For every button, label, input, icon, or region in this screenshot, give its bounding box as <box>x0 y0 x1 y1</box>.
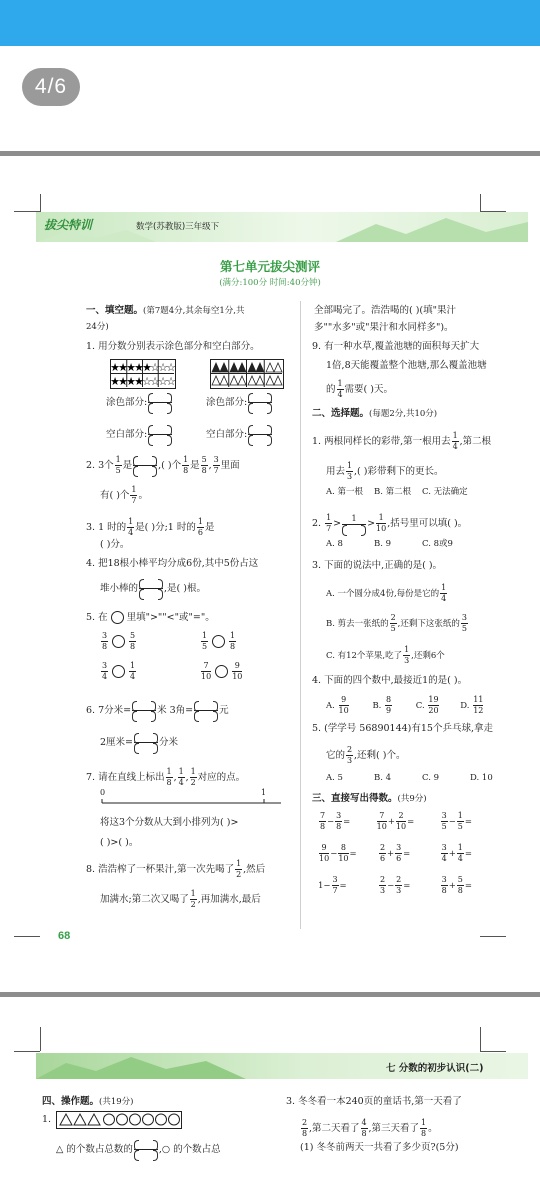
column-divider <box>300 301 301 929</box>
fraction: $\frac{1}{3}$ <box>404 645 410 665</box>
right-column <box>286 997 526 1200</box>
choice-q5-text: 5. (学学号 56890144)有15个乒乓球,拿走 <box>312 723 493 734</box>
svg-text:★: ★ <box>134 375 144 388</box>
option-c[interactable]: C. 9 <box>422 773 440 783</box>
calc-row-1: $\frac{7}{8}$ − $\frac{3}{8}$ = $\frac{7}{10}$ + $\frac{2}{10}$ = $\frac{3}{5}$ − $\frac{1}{5}$ = <box>319 811 472 831</box>
star-icon <box>111 360 174 387</box>
option-c[interactable]: C. $\frac{19}{20}$ <box>415 695 439 715</box>
section1-note: (第7题4分,其余每空1分,共 <box>143 306 245 316</box>
crop-mark <box>40 194 41 212</box>
svg-text:☆: ☆ <box>158 375 168 388</box>
q6-text: 元 <box>219 705 229 716</box>
q3-text: 3. 冬冬看一本240页的童话书,第一天看了 <box>286 1096 462 1107</box>
test-meta: (满分:100分 时间:40分钟) <box>219 278 321 288</box>
choice-q5-text: ,还剩( )个。 <box>354 750 406 761</box>
answer-fraction[interactable] <box>248 426 272 443</box>
fraction: $\frac{3}{7}$ <box>213 455 219 475</box>
fraction: $\frac{5}{8}$ <box>201 455 207 475</box>
triangle-circle-icon <box>57 1112 180 1127</box>
crop-mark <box>40 1027 41 1051</box>
fraction: $\frac{5}{8}$ <box>129 631 136 651</box>
fraction: $\frac{1}{4}$ <box>441 583 447 603</box>
q1-text: ,○ 的个数占总 <box>158 1144 221 1155</box>
q8-text: ,再加满水,最后 <box>197 894 261 905</box>
q1-blank-label-b: 空白部分: <box>206 429 248 440</box>
fraction: $\frac{1}{3}$ <box>346 461 353 481</box>
fraction: $\frac{1}{7}$ <box>131 485 137 505</box>
option-a[interactable]: A. $\frac{9}{10}$ <box>326 695 349 715</box>
q2-text: 2. 3个 <box>86 460 114 471</box>
answer-fraction[interactable] <box>139 580 163 597</box>
fraction: $\frac{1}{8}$ <box>166 767 172 787</box>
option-a[interactable]: A. 8 <box>326 539 343 549</box>
fraction: $\frac{1}{4}$ <box>128 517 134 537</box>
fraction: $\frac{2}{8}$ <box>301 1118 308 1138</box>
q3-text: 是 <box>204 522 215 533</box>
svg-text:★: ★ <box>126 361 136 374</box>
answer-fraction[interactable] <box>148 426 172 443</box>
svg-text:★: ★ <box>142 361 152 374</box>
option-c[interactable]: C. 无法确定 <box>422 487 468 497</box>
fraction: $\frac{1}{2}$ <box>190 767 196 787</box>
section1-heading: 一、填空题。 <box>86 305 144 316</box>
option-b-cont: ,还剩下这张纸的 <box>397 619 460 629</box>
fraction: $\frac{1}{4}$ <box>178 767 184 787</box>
page-number: 68 <box>58 930 71 942</box>
q3-text: 3. 1 时的 <box>86 522 127 533</box>
svg-text:☆: ☆ <box>150 361 160 374</box>
q2-text: 有( )个 <box>100 490 130 501</box>
crop-mark <box>14 1051 40 1052</box>
left-column <box>42 997 282 1200</box>
page-68[interactable] <box>0 156 540 992</box>
calc-row-2: $\frac{9}{10}$ − $\frac{8}{10}$ = $\frac{2}{6}$ + $\frac{3}{6}$ = $\frac{3}{4}$ + $\frac{1}{4}$ = <box>319 843 472 863</box>
option-a[interactable]: A. 一个圆分成4份,每份是它的 <box>326 589 440 599</box>
answer-fraction[interactable] <box>194 702 218 719</box>
option-b[interactable]: B. $\frac{8}{9}$ <box>372 695 392 715</box>
q6-text: 分米 <box>159 737 179 748</box>
shape-sequence <box>56 1111 182 1129</box>
answer-fraction[interactable] <box>148 394 172 411</box>
option-b[interactable]: B. 第二根 <box>374 487 412 497</box>
unit-title: 第七单元拔尖测评 <box>219 259 320 274</box>
q1-shaded-label-b: 涂色部分: <box>206 397 248 408</box>
fraction: $\frac{1}{2}$ <box>190 889 196 909</box>
q9-text: 需要( )天。 <box>344 384 393 395</box>
option-b[interactable]: B. 9 <box>374 539 392 549</box>
section3-heading: 三、直接写出得数。 <box>312 793 398 804</box>
choice-q1-text: ,( )彩带剩下的更长。 <box>354 466 444 477</box>
q3-text: ,第二天看了 <box>309 1123 360 1134</box>
answer-fraction[interactable] <box>248 394 272 411</box>
answer-fraction[interactable]: 1 <box>342 515 366 533</box>
choice-q3-text: 3. 下面的说法中,正确的是( )。 <box>312 560 443 571</box>
status-bar <box>0 0 540 46</box>
fraction: $\frac{1}{4}$ <box>129 661 136 681</box>
q2-text: 是 <box>122 460 133 471</box>
q3-text: ,第三天看了 <box>368 1123 420 1134</box>
q3-text: 。 <box>428 1123 438 1134</box>
q9-text: 1倍,8天能覆盖整个池塘,那么覆盖池塘 <box>326 360 487 371</box>
option-b[interactable]: B. 剪去一张纸的 <box>326 619 389 629</box>
section2-heading: 二、选择题。 <box>312 408 370 419</box>
triangle-icon <box>211 360 282 387</box>
fraction: $\frac{1}{7}$ <box>326 513 332 533</box>
number-line[interactable] <box>96 798 286 808</box>
q5-text: 5. 在 <box>86 612 108 623</box>
choice-q2-text: ,括号里可以填( )。 <box>387 518 468 529</box>
choice-q1-text: 用去 <box>326 466 346 477</box>
q4-text: 堆小棒的 <box>100 583 139 594</box>
answer-fraction[interactable] <box>133 457 157 474</box>
fraction: $\frac{1}{8}$ <box>229 631 236 651</box>
fraction: $\frac{1}{8}$ <box>183 455 189 475</box>
svg-text:☆: ☆ <box>166 361 176 374</box>
fraction: $\frac{2}{3}$ <box>346 745 353 765</box>
svg-text:★: ★ <box>118 375 128 388</box>
section3-note: (共9分) <box>397 794 427 804</box>
q8-text: 加满水;第二次又喝了 <box>100 894 189 905</box>
q7-text: 对应的点。 <box>197 772 246 783</box>
triangle-figure <box>210 359 284 389</box>
fraction: $\frac{7}{10}$ <box>201 661 212 681</box>
choice-q5-text: 它的 <box>326 750 346 761</box>
q2-text: ,( )个 <box>158 460 182 471</box>
q6-text: 6. 7分米= <box>86 705 132 716</box>
compare-circle[interactable] <box>215 665 228 678</box>
section2-note: (每题2分,共10分) <box>369 409 438 419</box>
left-column: 一、填空题。(第7题4分,其余每空1分,共 24分) 1. 用分数分别表示涂色部分和空白部分。 ★ ★ ★ ★ ★ ☆ ☆ ☆ ★ ★ ★ ★ ☆ ☆ ☆ ☆ 涂色部分: 涂色部分: 空白部分: 空白部分: 2. 3个 $\frac{1}{5}$ 是 ,( )个 $\frac{1}{8}$ 是 $\frac{5}{8}$ , $\frac{3}{7}$ 里面 有( )个 $\frac{1}{7}$ 。 3. 1 时的 $\frac{1}{4}$ 是( )分;1 时的 $\frac{1}{6}$ 是 ( )分。 4. 把18根小棒平均分成6份,其中5份占这 堆小棒的 ,是( )根。 5. 在 里填">""<"或"="。 $\frac{3}{8}$ $\frac{5}{8}$ $\frac{1}{5}$ $\frac{1}{8}$ $\frac{3}{4}$ $\frac{1}{4}$ $\frac{7}{10}$ $\frac{9}{10}$ 6. 7分米= 米 3角= 元 2厘米= 分米 7. 请在直线上标出 $\frac{1}{8}$ , $\frac{1}{4}$ , $\frac{1}{2}$ 对应的点。 0 1 将这3个分数从大到小排列为( )> ( )>( )。 8. 浩浩榨了一杯果汁,第一次先喝了 $\frac{1}{2}$ ,然后 加满水;第二次又喝了 $\frac{1}{2}$ ,再加满水,最后 <box>86 156 300 956</box>
q3-subquestion: (1) 冬冬前两天一共看了多少页?(5分) <box>300 1142 459 1153</box>
q2-text: 。 <box>138 490 148 501</box>
fraction: $\frac{1}{6}$ <box>197 517 203 537</box>
page-indicator[interactable]: 4/6 <box>22 68 80 106</box>
fraction: $\frac{9}{10}$ <box>232 661 243 681</box>
fraction: $\frac{1}{10}$ <box>376 513 387 533</box>
svg-text:☆: ☆ <box>150 375 160 388</box>
svg-text:☆: ☆ <box>166 375 176 388</box>
book-title: 数学(苏教版)三年级下 <box>136 222 220 232</box>
fraction: $\frac{1}{8}$ <box>421 1118 427 1138</box>
series-name: 拔尖特训 <box>44 218 93 232</box>
page-69[interactable] <box>0 997 540 1200</box>
q4-text: ,是( )根。 <box>164 583 206 594</box>
fraction: $\frac{3}{5}$ <box>461 613 467 633</box>
svg-text:★: ★ <box>110 361 120 374</box>
svg-text:☆: ☆ <box>142 375 152 388</box>
compare-circle[interactable] <box>212 635 225 648</box>
q7-text: 7. 请在直线上标出 <box>86 772 165 783</box>
q6-text: 米 3角= <box>157 705 194 716</box>
q8-cont: 全部喝完了。浩浩喝的( )(填"果汁 <box>314 305 457 316</box>
q5-text: 里填">""<"或"="。 <box>126 612 215 623</box>
fraction: $\frac{3}{8}$ <box>101 631 108 651</box>
choice-q1-text: 1. 两根同样长的彩带,第一根用去 <box>312 436 451 447</box>
right-column: 全部喝完了。浩浩喝的( )(填"果汁 多""水多"或"果汁和水同样多")。 9. 有一种水草,覆盖池塘的面积每天扩大 1倍,8天能覆盖整个池塘,那么覆盖池塘 的 $\frac{1}{4}$ 需要( )天。 二、选择题。(每题2分,共10分) 1. 两根同样长的彩带,第一根用去 $\frac{1}{4}$ ,第二根 用去 $\frac{1}{3}$ ,( )彩带剩下的更长。 A. 第一根 B. 第二根 C. 无法确定 2. $\frac{1}{7}$ > 1 > $\frac{1}{10}$ ,括号里可以填( )。 A. 8 B. 9 C. 8或9 3. 下面的说法中,正确的是( )。 A. 一个圆分成4份,每份是它的 $\frac{1}{4}$ B. 剪去一张纸的 $\frac{2}{5}$ ,还剩下这张纸的 $\frac{3}{5}$ C. 有12个苹果,吃了 $\frac{1}{3}$ ,还剩6个 4. 下面的四个数中,最接近1的是( )。 A. $\frac{9}{10}$ B. $\frac{8}{9}$ C. $\frac{19}{20}$ D. $\frac{11}{12}$ 5. (学学号 56890144)有15个乒乓球,拿走 它的 $\frac{2}{3}$ ,还剩( )个。 A. 5 B. 4 C. 9 D. 10 三、直接写出得数。(共9分) $\frac{7}{8}$ − $\frac{3}{8}$ = $\frac{7}{10}$ + $\frac{2}{10}$ = $\frac{3}{5}$ − $\frac{1}{5}$ = $\frac{9}{10}$ − $\frac{8}{10}$ = $\frac{2}{6}$ + $\frac{3}{6}$ = $\frac{3}{4}$ + $\frac{1}{4}$ = 1− $\frac{3}{7}$ = $\frac{2}{3}$ − $\frac{2}{3}$ = $\frac{3}{8}$ + $\frac{5}{8}$ = <box>312 156 528 956</box>
q9-text: 9. 有一种水草,覆盖池塘的面积每天扩大 <box>312 341 480 352</box>
svg-text:★: ★ <box>134 361 144 374</box>
svg-text:★: ★ <box>110 375 120 388</box>
option-c-cont: ,还剩6个 <box>411 651 445 661</box>
q8-text: ,然后 <box>243 864 266 875</box>
option-a[interactable]: A. 第一根 <box>326 487 364 497</box>
q3-text: 是( )分;1 时的 <box>135 522 196 533</box>
answer-fraction[interactable] <box>132 702 156 719</box>
fraction: $\frac{3}{4}$ <box>101 661 108 681</box>
fraction: $\frac{1}{5}$ <box>115 455 121 475</box>
choice-q1-text: ,第二根 <box>459 436 492 447</box>
svg-text:★: ★ <box>126 375 136 388</box>
option-d[interactable]: D. $\frac{11}{12}$ <box>460 695 484 715</box>
q1-blank-label: 空白部分: <box>106 429 148 440</box>
q6-text: 2厘米= <box>100 737 134 748</box>
q1-label: 1. <box>42 1114 52 1125</box>
number-line-zero: 0 <box>100 788 106 797</box>
q8-text: 8. 浩浩榨了一杯果汁,第一次先喝了 <box>86 864 235 875</box>
option-c[interactable]: C. 8或9 <box>422 539 453 549</box>
viewer-background <box>0 46 540 154</box>
compare-circle[interactable] <box>112 635 125 648</box>
fraction: $\frac{4}{8}$ <box>361 1118 367 1138</box>
q1-text: △ 的个数占总数的 <box>56 1144 133 1155</box>
option-a[interactable]: A. 5 <box>326 773 343 783</box>
number-line-one: 1 <box>261 788 267 797</box>
svg-text:★: ★ <box>118 361 128 374</box>
choice-q2-text: 2. <box>312 518 322 529</box>
fraction: $\frac{2}{5}$ <box>390 613 396 633</box>
option-b[interactable]: B. 4 <box>374 773 392 783</box>
section4-note: (共19分) <box>99 1097 134 1107</box>
fraction: $\frac{1}{4}$ <box>337 379 343 399</box>
q1-shaded-label: 涂色部分: <box>106 397 148 408</box>
answer-fraction[interactable] <box>134 734 158 751</box>
q7-text: ( )>( )。 <box>100 837 139 848</box>
choice-q4-text: 4. 下面的四个数中,最接近1的是( )。 <box>312 675 468 686</box>
compare-circle[interactable] <box>111 611 124 624</box>
q8-cont: 多""水多"或"果汁和水同样多")。 <box>314 322 454 333</box>
q7-text: 将这3个分数从大到小排列为( )> <box>100 817 239 828</box>
q1-text: 1. 用分数分别表示涂色部分和空白部分。 <box>86 341 260 352</box>
fraction: $\frac{1}{2}$ <box>236 859 242 879</box>
option-c[interactable]: C. 有12个苹果,吃了 <box>326 651 403 661</box>
q4-text: 4. 把18根小棒平均分成6份,其中5份占这 <box>86 558 259 569</box>
compare-circle[interactable] <box>112 665 125 678</box>
answer-fraction[interactable] <box>134 1141 158 1158</box>
svg-text:☆: ☆ <box>158 361 168 374</box>
q3-text: ( )分。 <box>100 539 130 550</box>
q2-text: 里面 <box>220 460 240 471</box>
calc-row-3: 1− $\frac{3}{7}$ = $\frac{2}{3}$ − $\frac{2}{3}$ = $\frac{3}{8}$ + $\frac{5}{8}$ = <box>318 875 472 895</box>
option-d[interactable]: D. 10 <box>470 773 493 783</box>
fraction: $\frac{1}{4}$ <box>452 431 458 451</box>
section1-note-cont: 24分) <box>86 322 109 332</box>
crop-mark <box>14 936 40 937</box>
fraction: $\frac{1}{5}$ <box>201 631 208 651</box>
chapter-title: 七 分数的初步认识(二) <box>386 1063 484 1074</box>
q2-text: , <box>208 460 212 471</box>
q9-text: 的 <box>326 384 336 395</box>
star-figure <box>110 359 176 389</box>
section4-heading: 四、操作题。 <box>42 1096 100 1107</box>
q2-text: 是 <box>190 460 200 471</box>
